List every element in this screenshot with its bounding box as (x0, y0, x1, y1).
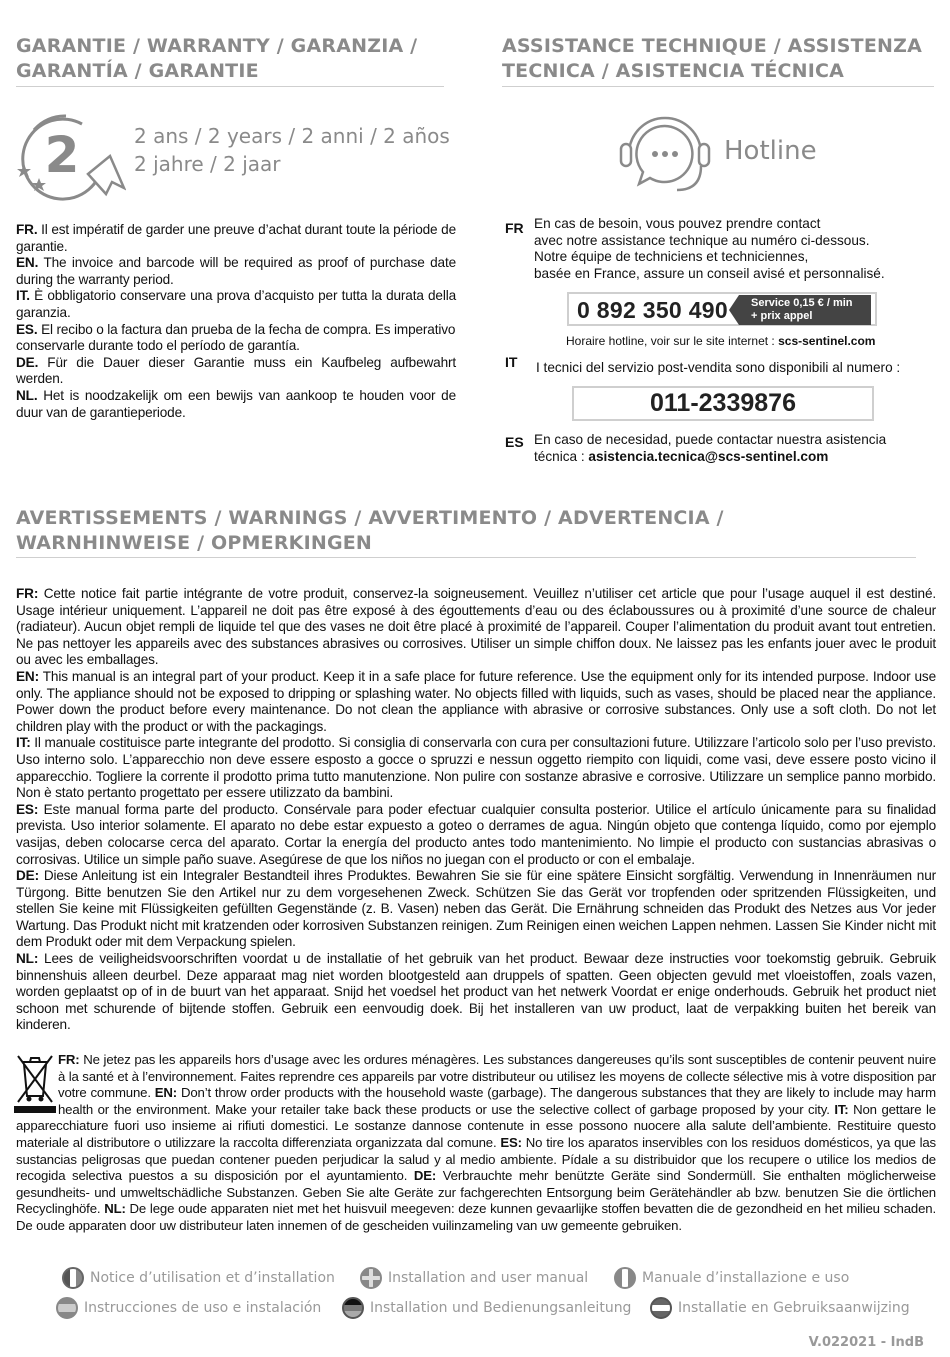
weee-text-it: Non gettare le apparecchiature fuori uso insieme ai rifiuti domestici. Le sostanze dannose contenute in esse possono nuocere alla salute dell’ambiente. Restituire questo materiale al distributore o utilizzare la raccolta differenziata organizzata dal comune. (16, 1101, 936, 1150)
weee-lang-de: DE: (413, 1168, 437, 1184)
fr-phone-number[interactable]: 0 892 350 490 (577, 297, 728, 323)
assistance-es-line2: técnica : asistencia.tecnica@scs-sentinel.com (534, 448, 829, 464)
manual-link-de[interactable] (342, 1296, 631, 1320)
assistance-fr-text (534, 216, 934, 282)
warnings-paragraph-nl: NL: Lees de veiligheidsvoorschriften voordat u de installatie of het gebruik van het product. Bewaar deze instructies voor toekomstig gebruik. Gebruik binnenshuis alleen deurbel. Deze apparaat mag niet worden blootgesteld aan druppels of spatten. Geen objecten gevuld met vloeistoffen, zoals vazen, worden geplaatst op of in de buurt van het apparaat. Snijd het voedsel het product van het netwerk Voordat er enige onderhouds. Gebruik het product niet schoon met schurende of bijtende stoffen. Gebruik een eenvoudig doek. Bij het installeren van uw product, laat de verpakking buiten het bereik van kinderen. (16, 951, 936, 1033)
assistance-title-line2: TECNICA / ASISTENCIA TÉCNICA (502, 60, 845, 82)
warnings-text (16, 586, 936, 1034)
weee-text (16, 1052, 936, 1235)
assistance-fr-line2: avec notre assistance technique au numéro ci-dessous. (534, 232, 870, 248)
flag-nl-icon (650, 1297, 672, 1319)
fr-hotline-website-link[interactable]: scs-sentinel.com (778, 334, 876, 348)
fr-phone-box (567, 292, 877, 326)
assistance-fr-tag: FR (505, 220, 524, 236)
warnings-title-line2: WARNHINWEISE / OPMERKINGEN (16, 532, 373, 554)
assistance-it-tag: IT (505, 354, 518, 370)
warnings-rule (16, 557, 916, 558)
weee-lang-it: IT: (834, 1101, 849, 1117)
fr-phone-price-line1: Service 0,15 € / min (751, 297, 853, 309)
hotline-label: Hotline (724, 136, 817, 166)
warnings-paragraph-es: ES: Este manual forma parte del producto. Consérvale para poder efectuar cualquier consulta posterior. Utilice el artículo únicamente para su finalidad prevista. Uso interior solamente. El aparato no debe estar expuesto a goteo o derrames de agua. Ningún objeto que contenga líquido, como por ejemplo vasijas, deben colocarse cerca del aparato. Cortar la energía del producto antes todo mantenimiento. No limpie el producto con sustancias abrasivas o corrosivas. Utilice un simple paño suave. Asegúrese de que los niños no juegan con el producto or con el embalaje. (16, 801, 936, 867)
warranty-paragraph-nl: NL. Het is noodzakelijk om een bewijs van aankoop te houden voor de duur van de garantieperiode. (16, 387, 456, 420)
es-support-email-link[interactable]: asistencia.tecnica@scs-sentinel.com (588, 448, 829, 464)
warranty-badge-number: 2 (44, 126, 80, 184)
warranty-paragraph-it: IT. È obbligatorio conservare una prova d’acquisto per tutta la durata della garanzia. (16, 288, 456, 320)
manual-link-it-label: Manuale d’installazione e uso (642, 1270, 850, 1286)
warranty-paragraph-en: EN. The invoice and barcode will be required as proof of purchase date during the warranty period. (16, 255, 456, 287)
warranty-title-line2: GARANTÍA / GARANTIE (16, 60, 259, 82)
hotline-headset-icon (615, 110, 715, 200)
manual-link-es-label: Instrucciones de uso e instalación (84, 1300, 322, 1316)
weee-lang-nl: NL: (104, 1201, 126, 1217)
assistance-title (502, 34, 942, 84)
manual-link-es[interactable] (56, 1296, 321, 1320)
flag-es-icon (56, 1297, 78, 1319)
assistance-es-tag: ES (505, 434, 524, 450)
flag-de-icon (342, 1297, 364, 1319)
warranty-years-line1: 2 ans / 2 years / 2 anni / 2 años (134, 124, 450, 148)
warranty-text (16, 222, 456, 421)
weee-lang-fr: FR: (58, 1052, 80, 1067)
warnings-paragraph-fr: FR: Cette notice fait partie intégrante de votre produit, conservez-la soigneusement. Veuillez n’utiliser cet article que pour l’usage auquel il est destiné. Usage intérieur uniquement. L’appareil ne doit pas être exposé à des égouttements d’eau ou des éclaboussures ou à proximité d’une source de chaleur (radiateur). Aucun objet rempli de liquide tel que des vases ne doit être placé à proximité de l’appareil. Couper l’alimentation du produit avant tout entretien. Ne pas nettoyer les appareils avec des substances abrasives ou corrosives. Utiliser un simple chiffon doux. Ne laissez pas les enfants jouer avec le produit ou avec les emballages. (16, 586, 936, 668)
assistance-es-text (534, 432, 934, 465)
assistance-rule (502, 86, 934, 87)
warranty-paragraph-fr: FR. Il est impératif de garder une preuve d’achat durant toute la période de garantie. (16, 222, 456, 254)
assistance-fr-line4: basée en France, assure un conseil avisé et personnalisé. (534, 265, 885, 281)
document-version: V.022021 - IndB (808, 1335, 924, 1350)
weee-text-nl: De lege oude apparaten niet met het huisvuil meegeven: deze kunnen gevaarlijke stoffen bevatten die de gezondheid en het milieu schaden. De oude apparaten door uw distributeur laten innemen of de gescheiden vuilinzameling van uw gemeente gebruiken. (16, 1201, 936, 1233)
warnings-paragraph-it: IT: Il manuale costituisce parte integrante del prodotto. Si consiglia di conservarla con cura per consultazioni future. Utilizzare l’articolo solo per l’uso previsto. Uso interno solo. L’apparecchio non deve essere esposto a gocce o spruzzi e nessun oggetto riempito con liquidi, come vasi, deve essere posto vicino il apparecchio. Togliere la corrente il prodotto prima tutto manutenzione. Non pulire con sostanze abrasive e corrosive. Utilizzare un semplice panno morbido. Non è stato pertanto progettato per essere utilizzato da bambini. (16, 735, 936, 801)
manual-link-de-label: Installation und Bedienungsanleitung (370, 1300, 632, 1316)
manual-link-fr[interactable] (62, 1266, 335, 1290)
assistance-fr-line3: Notre équipe de techniciens et techniciennes, (534, 249, 809, 265)
fr-phone-price-line2: + prix appel (751, 310, 813, 322)
it-phone-number[interactable]: 011-2339876 (650, 389, 796, 417)
flag-fr-icon (62, 1267, 84, 1289)
manual-link-it[interactable] (614, 1266, 849, 1290)
weee-lang-es: ES: (500, 1134, 522, 1150)
assistance-es-line1: En caso de necesidad, puede contactar nuestra asistencia (534, 432, 887, 447)
manual-link-fr-label: Notice d’utilisation et d’installation (90, 1270, 335, 1286)
warnings-title (16, 506, 916, 556)
assistance-fr-line1: En cas de besoin, vous pouvez prendre contact (534, 216, 821, 231)
weee-text-de: Verbrauchte mehr benützte Geräte sind Sondermüll. Sie enthalten möglicherweise gesundheits- und umweltschädliche Substanzen. Geben Sie alte Geräte zur fachgerechten Entsorgung beim Gerätehändler ab bzw. benutzen Sie die örtlichen Recyclinghöfe. (16, 1168, 936, 1217)
fr-hotline-hours: Horaire hotline, voir sur le site internet : scs-sentinel.com (566, 334, 876, 348)
warnings-paragraph-de: DE: Diese Anleitung ist ein Integraler Bestandteil ihres Produktes. Bewahren Sie sie für eine spätere Einsicht sorgfältig. Verwendung in Innenräumen nur Türgong. Bitte benutzen Sie den Artikel nur zu dem vorgesehenen Zweck. Schützen Sie das Gerät vor tropfenden oder spritzenden Flüssigkeiten, und stellen Sie keine mit Flüssigkeiten gefüllten Gegenstände (z. B. Vasen) neben das Gerät. Die Ernährung schneiden das Produkt des Netzes aus Vor jeder Wartung. Das Produkt nicht mit kratzenden oder korrosiven Substanzen reinigen. Zum Reinigen einen weichen Lappen nehmen. Lassen Sie Kinder nicht mit dem Produkt oder mit dem Verpackung spielen. (16, 868, 936, 950)
manual-link-nl[interactable] (650, 1296, 910, 1320)
weee-lang-en: EN: (154, 1085, 178, 1101)
weee-text-fr: Ne jetez pas les appareils hors d’usage avec les ordures ménagères. Les substances dangereuses qu’ils sont susceptibles de contenir peuvent nuire à la santé et à l’environnement. Faites reprendre ces appareils par votre distributeur ou utilisez les moyens de collecte sélective mis à votre disposition par votre commune. (58, 1052, 936, 1101)
weee-text-en: Don’t throw order products with the household waste (garbage). The dangerous substances that they are likely to include may harm health or the environment. Make your retailer take back these products or use the selective collect of garbage proposed by your city. (58, 1085, 936, 1117)
warranty-title (16, 34, 456, 84)
warranty-title-line1: GARANTIE / WARRANTY / GARANZIA / (16, 35, 418, 57)
warranty-years-line2: 2 jahre / 2 jaar (134, 152, 281, 176)
manual-link-nl-label: Installatie en Gebruiksaanwijzing (678, 1300, 910, 1316)
warnings-paragraph-en: EN: This manual is an integral part of your product. Keep it in a safe place for future reference. Use the equipment only for its intended purpose. Indoor use only. The appliance should not be exposed to dripping or splashing water. No objects filled with liquids, such as vases, should be placed near the appliance. Power down the product before every maintenance. Do not clean the appliance with abrasive or corrosive substances. Only use a soft cloth. Do not let children play with the product or with the packagings. (16, 668, 936, 734)
manual-link-uk[interactable] (360, 1266, 588, 1290)
warranty-paragraph-es: ES. El recibo o la factura dan prueba de la fecha de compra. Es imperativo conservarle durante todo el período de garantía. (16, 321, 456, 354)
flag-it-icon (614, 1267, 636, 1289)
assistance-it-text: I tecnici del servizio post-vendita sono disponibili al numero : (536, 360, 901, 375)
it-phone-box (572, 386, 874, 421)
warnings-title-line1: AVERTISSEMENTS / WARNINGS / AVVERTIMENTO / ADVERTENCIA / (16, 507, 724, 529)
weee-text-es: No tire los aparatos inservibles con los residuos domésticos, ya que las sustancias peligrosas que puedan contener pueden perjudicar la salud y al medio ambiente. Pídale a su distribuidor que los recupere o utilice los medios de recogida selectiva puestos a su disposición por el ayuntamiento. (16, 1134, 936, 1184)
assistance-title-line1: ASSISTANCE TECHNIQUE / ASSISTENZA (502, 35, 922, 57)
warranty-badge-icon (14, 108, 126, 202)
warranty-paragraph-de: DE. Für die Dauer dieser Garantie muss ein Kaufbeleg aufbewahrt werden. (16, 354, 456, 387)
flag-uk-icon (360, 1267, 382, 1289)
manual-link-uk-label: Installation and user manual (388, 1270, 589, 1286)
fr-phone-price-tag (739, 295, 871, 325)
warranty-rule (16, 86, 444, 87)
